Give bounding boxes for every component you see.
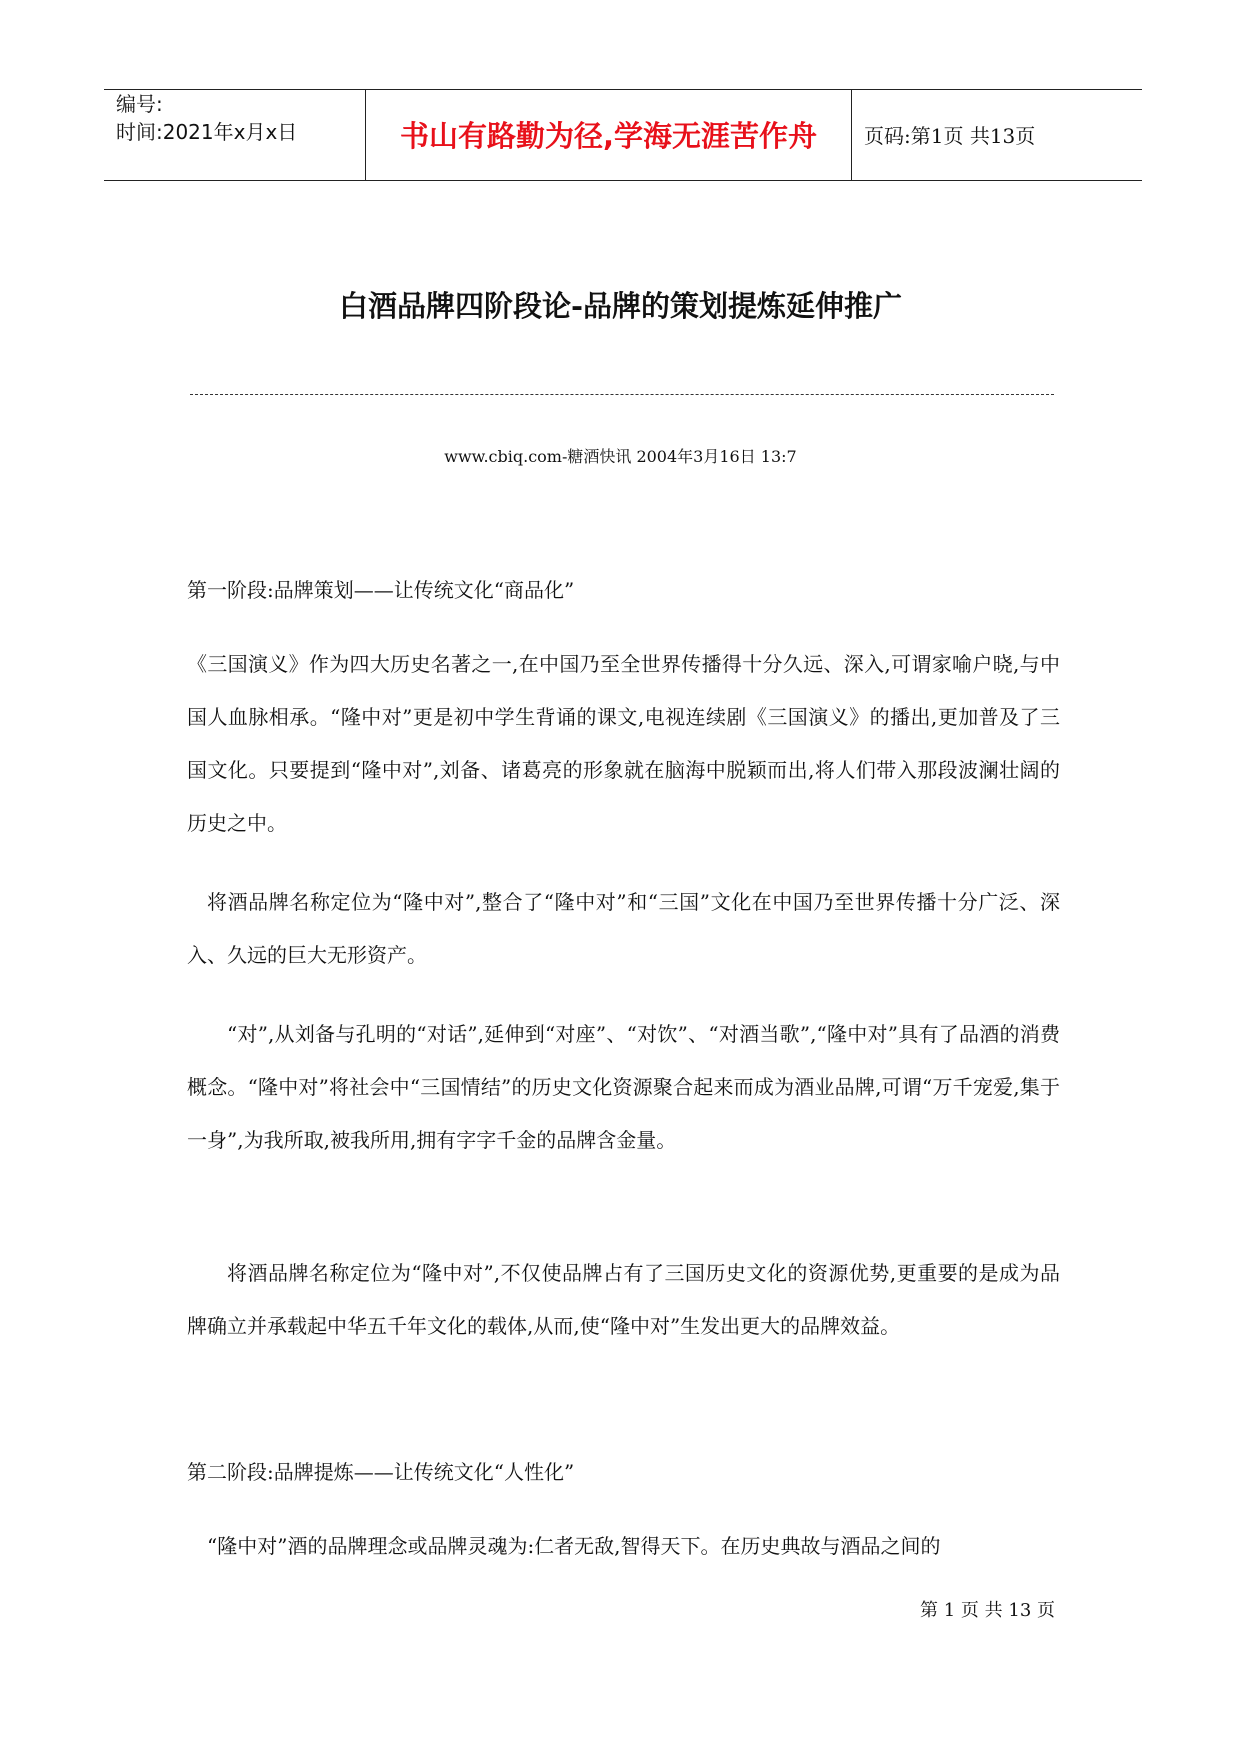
header-motto: 书山有路勤为径,学海无涯苦作舟 — [399, 119, 818, 153]
paragraph-5: “隆中对”酒的品牌理念或品牌灵魂为:仁者无敌,智得天下。在历史典故与酒品之间的 — [207, 1534, 941, 1558]
paragraph-3: “对”,从刘备与孔明的“对话”,延伸到“对座”、“对饮”、“对酒当歌”,“隆中对”具有了品酒的消费概念。“隆中对”将社会中“三国情结”的历史文化资源聚合起来而成为酒业品牌,可谓“万千宠爱,集于一身”,为我所取,被我所用,拥有字字千金的品牌含金量。 — [187, 1022, 1060, 1152]
document-time-label: 时间:2021年x月x日 — [116, 120, 298, 144]
page-footer: 第 1 页 共 13 页 — [920, 1600, 1055, 1621]
section-2-heading: 第二阶段:品牌提炼——让传统文化“人性化” — [187, 1460, 575, 1484]
paragraph-4: 将酒品牌名称定位为“隆中对”,不仅使品牌占有了三国历史文化的资源优势,更重要的是成为品牌确立并承载起中华五千年文化的载体,从而,使“隆中对”生发出更大的品牌效益。 — [187, 1261, 1060, 1338]
header-page-code: 页码:第1页 共13页 — [864, 124, 1036, 148]
paragraph-1: 《三国演义》作为四大历史名著之一,在中国乃至全世界传播得十分久远、深入,可谓家喻户晓,与中国人血脉相承。“隆中对”更是初中学生背诵的课文,电视连续剧《三国演义》的播出,更加普及了三国文化。只要提到“隆中对”,刘备、诸葛亮的形象就在脑海中脱颖而出,将人们带入那段波澜壮阔的历史之中。 — [187, 652, 1060, 835]
document-title: 白酒品牌四阶段论-品牌的策划提炼延伸推广 — [338, 289, 903, 323]
header-middle-cell — [366, 90, 852, 180]
section-1-heading: 第一阶段:品牌策划——让传统文化“商品化” — [187, 578, 575, 602]
header-left-cell — [104, 90, 366, 180]
document-header-table — [104, 89, 1142, 181]
source-line: www.cbiq.com-糖酒快讯 2004年3月16日 13:7 — [444, 447, 797, 466]
paragraph-2: 将酒品牌名称定位为“隆中对”,整合了“隆中对”和“三国”文化在中国乃至世界传播十分广泛、深入、久远的巨大无形资产。 — [187, 890, 1060, 967]
document-number-label: 编号: — [116, 92, 163, 116]
dashed-divider — [190, 394, 1054, 395]
header-right-cell — [852, 90, 1142, 180]
